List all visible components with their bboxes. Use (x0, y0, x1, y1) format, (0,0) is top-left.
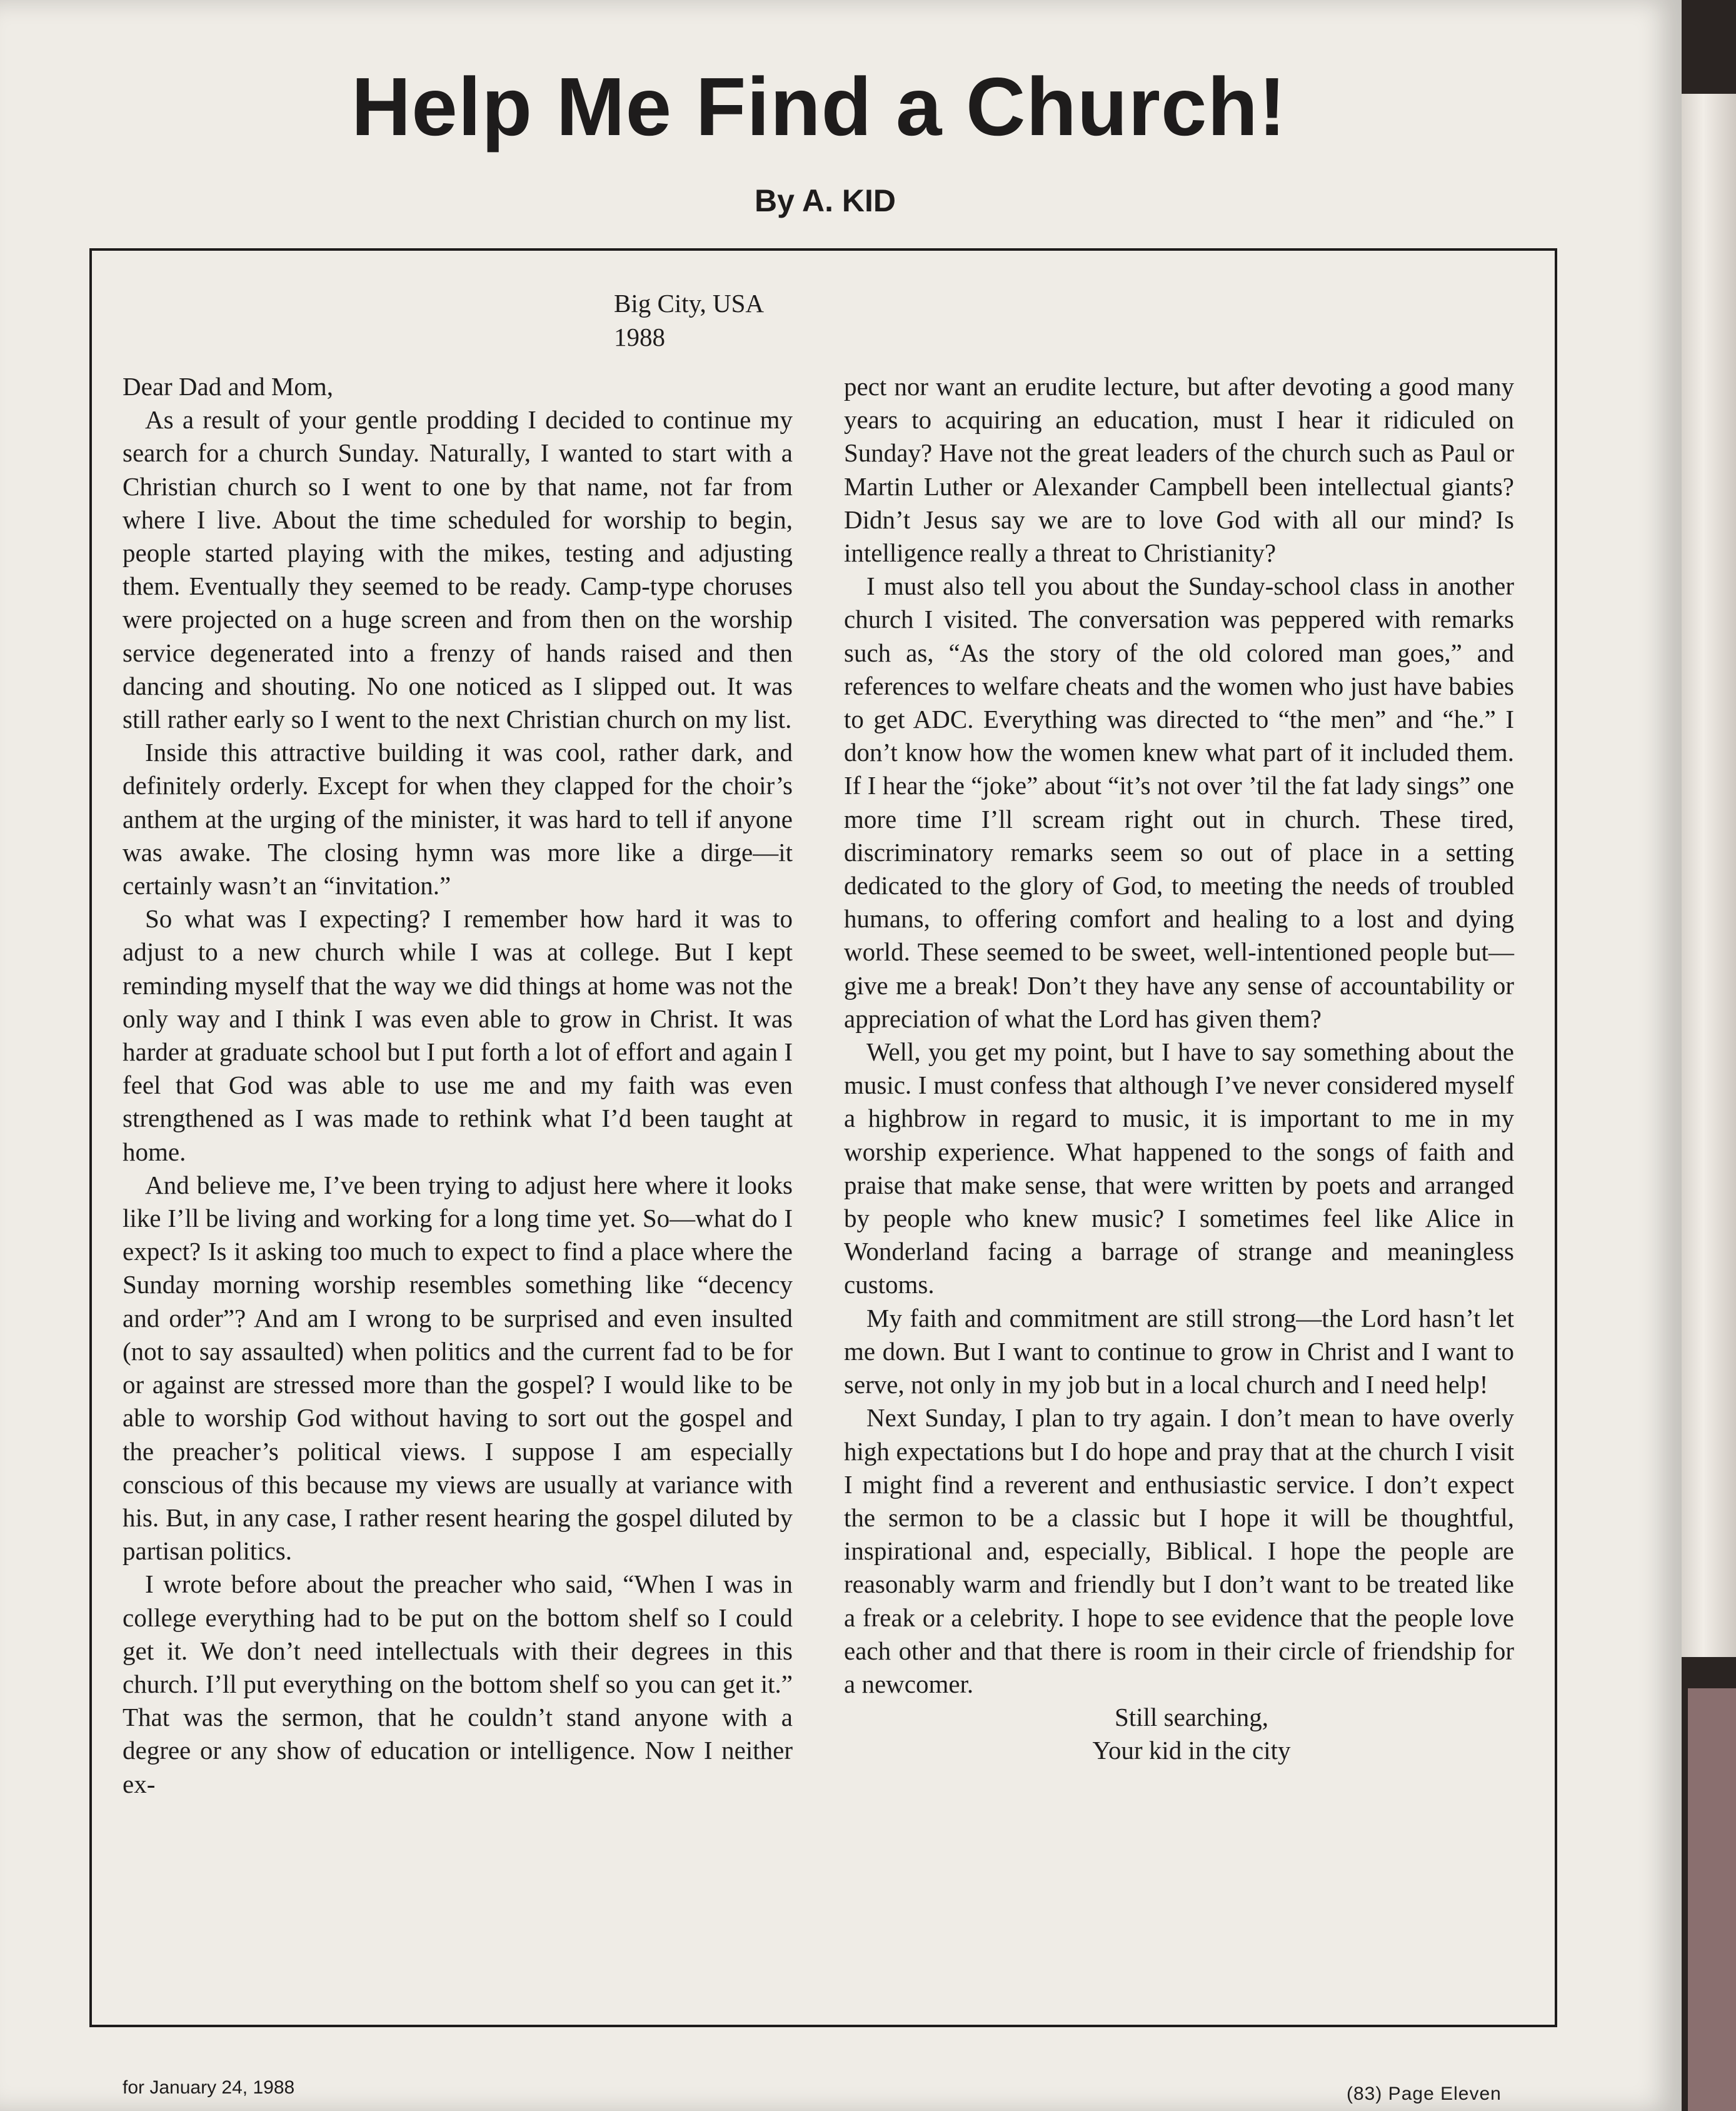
paragraph: And believe me, I’ve been trying to adjust here where it looks like I’ll be living and working for a long time yet. So—what do I expect? Is it asking too much to expect to find a place where the Sunday morning worship resembles something like “decency and order”? And am I wrong to be surprised and even insulted (not to say assaulted) when politics and the current fad to be for or against are stressed more than the gospel? I would like to be able to worship God without having to sort out the gospel and the preacher’s political views. I suppose I am especially conscious of this because my views are usually at variance with his. But, in any case, I rather resent hearing the gospel diluted by partisan politics. (123, 1170, 793, 1566)
page-number: (83) Page Eleven (1347, 2083, 1502, 2104)
paragraph: So what was I expecting? I remember how hard it was to adjust to a new church while I was at college. But I kept reminding myself that the way we did things at home was not the only way and I think I was even able to grow in Christ. It was harder at graduate school but I put forth a lot of effort and again I feel that God was able to use me and my faith was even strengthened as I was made to rethink what I’d been taught at home. (123, 904, 793, 1166)
salutation: Dear Dad and Mom, (123, 372, 334, 401)
paragraph: I must also tell you about the Sunday-school class in another church I visited. The conversation was peppered with remarks such as, “As the story of the old colored man goes,” and references to welfare cheats and the women who just have babies to get ADC. Everything was directed to “the men” and “he.” I don’t know how the women knew what part of it included them. If I hear the “joke” about “it’s not over ’til the fat lady sings” one more time I’ll scream right out in church. These tired, discriminatory remarks seem so out of place in a setting dedicated to the glory of God, to meeting the needs of troubled humans, to offering comfort and healing to a lost and dying world. These seemed to be sweet, well-intentioned people but—give me a break! Don’t they have any sense of accountability or appreciation of what the Lord has given them? (844, 572, 1514, 1033)
background-edge (1688, 1688, 1736, 2111)
dateline-place: Big City, USA (614, 289, 764, 318)
article-title: Help Me Find a Church! (351, 61, 1287, 153)
byline: By A. KID (755, 183, 896, 218)
paragraph-continued: pect nor want an erudite lecture, but after devoting a good many years to acquiring an education, must I hear it ridiculed on Sunday? Have not the great leaders of the church such as Paul or Martin Luther or Alexander Campbell been intellectual giants? Didn’t Jesus say we are to love God with all our mind? Is intelligence really a threat to Christianity? (844, 372, 1514, 568)
paragraph: Well, you get my point, but I have to say something about the music. I must confess that although I’ve never considered myself a highbrow in regard to music, it is important to me in my worship experience. What happened to the songs of faith and praise that make sense, that were written by poets and arranged by people who knew music? I sometimes feel like Alice in Wonderland facing a barrage of strange and meaningless customs. (844, 1037, 1514, 1299)
dateline-year: 1988 (614, 323, 665, 351)
footer-date: for January 24, 1988 (123, 2077, 295, 2098)
signature-line: Your kid in the city (1092, 1736, 1291, 1765)
paragraph: My faith and commitment are still strong—the Lord hasn’t let me down. But I want to continue to grow in Christ and I want to serve, not only in my job but in a local church and I need help! (844, 1303, 1514, 1399)
letter-column-left (123, 370, 793, 1801)
paragraph: Inside this attractive building it was cool, rather dark, and definitely orderly. Except for when they clapped for the choir’s anthem at the urging of the minister, it was hard to tell if anyone was awake. The closing hymn was more like a dirge—it certainly wasn’t an “invitation.” (123, 738, 793, 900)
paragraph: Next Sunday, I plan to try again. I don’t mean to have overly high expectations but I do hope and pray that at the church I visit I might find a reverent and enthusiastic service. I don’t expect the sermon to be a classic but I hope it will be thoughtful, inspirational and, especially, Biblical. I hope the people are reasonably warm and friendly but I don’t want to be treated like a freak or a celebrity. I hope to see evidence that the people love each other and that there is room in their circle of friendship for a newcomer. (844, 1403, 1514, 1698)
closing-line: Still searching, (1115, 1703, 1268, 1732)
paragraph: As a result of your gentle prodding I decided to continue my search for a church Sunday. Naturally, I wanted to start with a Christian church so I went to one by that name, not far from where I live. About the time scheduled for worship to begin, people started playing with the mikes, testing and adjusting them. Eventually they seemed to be ready. Camp-type choruses were projected on a huge screen and from then on the worship service degenerated into a frenzy of hands raised and then dancing and shouting. No one noticed as I slipped out. It was still rather early so I went to the next Christian church on my list. (123, 405, 793, 734)
paragraph: I wrote before about the preacher who said, “When I was in college everything had to be put on the bottom shelf so I could get it. We don’t need intellectuals with their degrees in this church. I’ll put everything on the bottom shelf so you can get it.” That was the sermon, that he couldn’t stand anyone with a degree or any show of education or intelligence. Now I neither ex- (123, 1569, 793, 1798)
page-edge (1682, 94, 1736, 1657)
dateline (614, 286, 764, 354)
letter-column-right (844, 370, 1514, 1768)
